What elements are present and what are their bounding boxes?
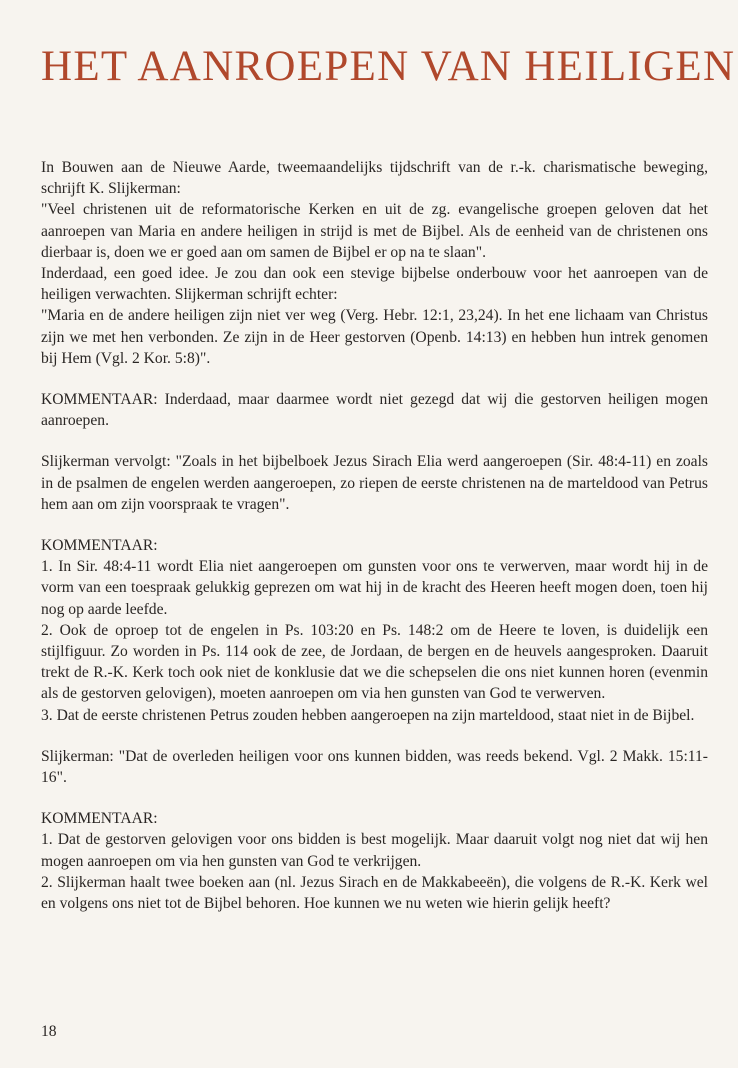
commentary-point-5: 2. Slijkerman haalt twee boeken aan (nl. Jezus Sirach en de Makkabeeën), die volgens de R.-K. Kerk wel en volgens ons niet tot de Bijbel behoren. Hoe kunnen we nu weten wie hierin gelijk heeft? — [41, 873, 708, 913]
commentary-heading-3: KOMMENTAAR: — [41, 810, 158, 828]
commentary-point-3: 3. Dat de eerste christenen Petrus zouden hebben aangeroepen na zijn marteldood, staat niet in de Bijbel. — [41, 706, 695, 724]
page-title: HET AANROEPEN VAN HEILIGEN — [41, 43, 736, 90]
paragraph-commentary-1: KOMMENTAAR: Inderdaad, maar daarmee wordt niet gezegd dat wij die gestorven heiligen mogen aanroepen. — [41, 391, 708, 430]
commentary-heading-2: KOMMENTAAR: — [41, 537, 158, 555]
commentary-point-2: 2. Ook de oproep tot de engelen in Ps. 103:20 en Ps. 148:2 om de Heere te loven, is duidelijk een stijlfiguur. Zo worden in Ps. 114 ook de zee, de Jordaan, de bergen en de heuvels aangesproken. Daaruit trekt de R.-K. Kerk toch ook niet de konklusie dat we die schepselen die ons niet kunnen horen (evenmin als de gestorven gelovigen), moeten aanroepen om via hen gunsten van God te verwerven. — [41, 621, 708, 703]
commentary-point-4: 1. Dat de gestorven gelovigen voor ons bidden is best mogelijk. Maar daaruit volgt nog niet dat wij hen mogen aanroepen om via hen gunsten van God te verkrijgen. — [41, 831, 708, 870]
paragraph-quote-2: "Maria en de andere heiligen zijn niet ver weg (Verg. Hebr. 12:1, 23,24). In het ene lichaam van Christus zijn we met hen verbonden. Ze zijn in de Heer gestorven (Openb. 14:13) en hebben hun intrek genomen bij Hem (Vgl. 2 Kor. 5:8)". — [41, 307, 708, 367]
paragraph-quote-3: Slijkerman vervolgt: "Zoals in het bijbelboek Jezus Sirach Elia werd aangeroepen (Sir. 48:4-11) en zoals in de psalmen de engelen werden aangeroepen, zo riepen de eerste christenen na de marteldood van Petrus hem aan om zijn voorspraak te vragen". — [41, 453, 708, 513]
commentary-point-1: 1. In Sir. 48:4-11 wordt Elia niet aangeroepen om gunsten voor ons te verwerven, maar wordt hij in de vorm van een toespraak gelukkig geprezen om wat hij in de kracht des Heeren heeft mogen doen, toen hij nog op aarde leefde. — [41, 558, 708, 618]
paragraph-response-1: Inderdaad, een goed idee. Je zou dan ook een stevige bijbelse onderbouw voor het aanroepen van de heiligen verwachten. Slijkerman schrijft echter: — [41, 265, 708, 304]
paragraph-intro: In Bouwen aan de Nieuwe Aarde, tweemaandelijks tijdschrift van de r.-k. charismatische beweging, schrijft K. Slijkerman: — [41, 159, 708, 198]
page-number: 18 — [41, 1023, 57, 1040]
paragraph-quote-4: Slijkerman: "Dat de overleden heiligen voor ons kunnen bidden, was reeds bekend. Vgl. 2 Makk. 15:11-16". — [41, 747, 708, 787]
article-body — [41, 157, 708, 914]
paragraph-quote-1: "Veel christenen uit de reformatorische Kerken en uit de zg. evangelische groepen geloven dat het aanroepen van Maria en andere heiligen in strijd is met de Bijbel. Als de eenheid van de christenen ons dierbaar is, doen we er goed aan om samen de Bijbel er op na te slaan". — [41, 201, 708, 261]
